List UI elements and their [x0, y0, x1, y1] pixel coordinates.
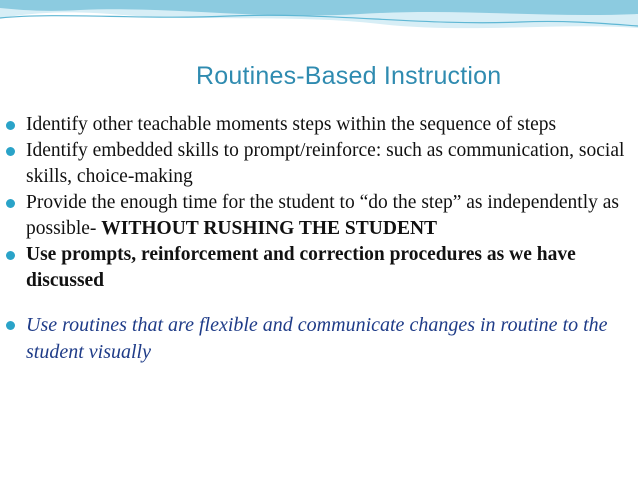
bullet-dot-icon — [6, 251, 15, 260]
bullet-dot-icon — [6, 199, 15, 208]
bullet-dot-icon — [6, 121, 15, 130]
bullet-list — [0, 112, 638, 366]
bullet-text: Identify other teachable moments steps within the sequence of steps — [26, 114, 557, 135]
header-wave-decoration — [0, 0, 638, 60]
bullet-text: Provide the enough time for the student to “do the step” as independently as possible- — [26, 192, 619, 239]
bullet-item — [0, 242, 638, 294]
bullet-dot-icon — [6, 147, 15, 156]
wave-front — [0, 0, 638, 16]
bullet-text: Use prompts, reinforcement and correction procedures as we have discussed — [26, 244, 576, 291]
bullet-text: Identify embedded skills to prompt/reinforce: such as communication, social skills, choice-making — [26, 140, 625, 187]
bullet-item — [0, 190, 638, 242]
bullet-item — [0, 112, 638, 138]
bullet-item — [0, 138, 638, 190]
slide-title: Routines-Based Instruction — [196, 62, 502, 90]
bullet-text-emphasis: WITHOUT RUSHING THE STUDENT — [101, 218, 438, 239]
bullet-item — [0, 312, 638, 366]
bullet-dot-icon — [6, 321, 15, 330]
bullet-text: Use routines that are flexible and communicate changes in routine to the student visually — [26, 314, 608, 363]
